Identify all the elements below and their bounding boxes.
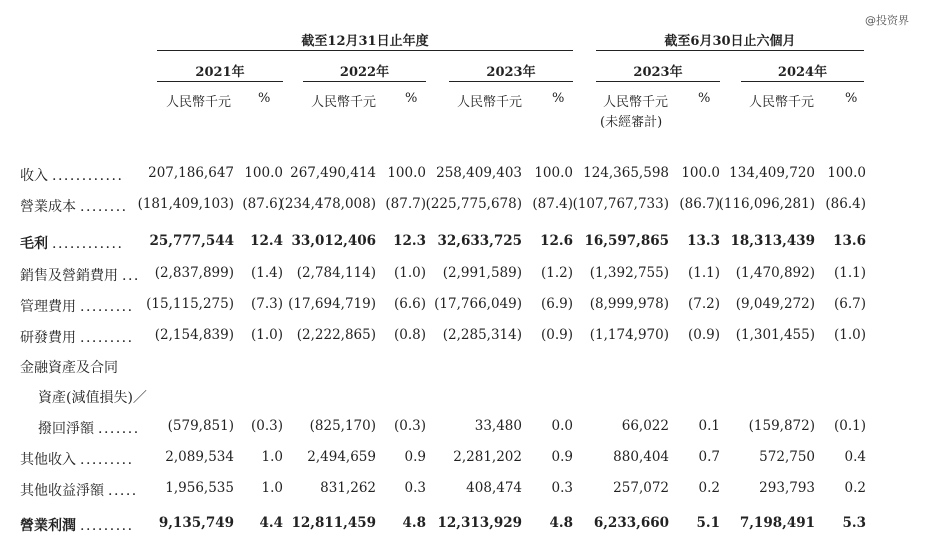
percent-cell: 12.3 — [393, 233, 426, 249]
percent-cell: (86.7) — [679, 196, 720, 212]
percent-cell: (87.7) — [385, 196, 426, 212]
amount-cell: (2,784,114) — [296, 265, 376, 281]
percent-cell: 12.4 — [250, 233, 283, 249]
year-rule-2022 — [303, 81, 426, 82]
row-label: 毛利 ............ — [20, 236, 124, 252]
percent-cell: 0.1 — [698, 418, 720, 434]
percent-cell: (0.9) — [687, 327, 720, 343]
percent-cell: (86.4) — [825, 196, 866, 212]
row-leader-dots: ............ — [52, 236, 124, 252]
row-leader-dots: ............ — [52, 168, 124, 184]
percent-cell: (7.2) — [687, 296, 720, 312]
row-leader-dots: ... — [122, 268, 140, 284]
percent-cell: 0.3 — [404, 480, 426, 496]
year-header-2023: 2023年 — [486, 65, 536, 80]
year-rule-2024-half — [741, 81, 864, 82]
percent-cell: 0.7 — [698, 449, 720, 465]
amount-cell: (8,999,978) — [589, 296, 669, 312]
percent-cell: (87.4) — [532, 196, 573, 212]
year-rule-2021 — [157, 81, 283, 82]
row-leader-dots: ......... — [80, 518, 134, 534]
percent-cell: 4.8 — [549, 515, 573, 531]
amount-cell: 1,956,535 — [165, 480, 234, 496]
amount-cell: 2,494,659 — [307, 449, 376, 465]
amount-cell: 831,262 — [320, 480, 376, 496]
amount-cell: 124,365,598 — [583, 165, 669, 181]
percent-cell: (1.4) — [250, 265, 283, 281]
percent-cell: (1.1) — [687, 265, 720, 281]
percent-cell: 5.1 — [696, 515, 720, 531]
percent-cell: (0.3) — [393, 418, 426, 434]
row-label: 其他收益淨額 ..... — [20, 483, 138, 499]
amount-cell: 408,474 — [466, 480, 522, 496]
amount-cell: 33,480 — [474, 418, 522, 434]
amount-cell: 25,777,544 — [149, 233, 234, 249]
amount-cell: 6,233,660 — [593, 515, 669, 531]
half-header-rule — [596, 50, 864, 51]
amount-cell: 12,811,459 — [291, 515, 376, 531]
amount-cell: 207,186,647 — [148, 165, 234, 181]
amount-cell: (825,170) — [309, 418, 376, 434]
unit-pct-2023-half: % — [698, 91, 711, 106]
amount-cell: 32,633,725 — [437, 233, 522, 249]
row-leader-dots: ......... — [80, 452, 134, 468]
percent-cell: 100.0 — [244, 165, 283, 181]
amount-cell: 134,409,720 — [729, 165, 815, 181]
percent-cell: 0.4 — [844, 449, 866, 465]
percent-cell: (0.8) — [393, 327, 426, 343]
percent-cell: 4.4 — [259, 515, 283, 531]
row-leader-dots: ......... — [80, 299, 134, 315]
amount-cell: (1,301,455) — [735, 327, 815, 343]
percent-cell: 100.0 — [827, 165, 866, 181]
amount-cell: (9,049,272) — [735, 296, 815, 312]
amount-cell: (17,766,049) — [434, 296, 522, 312]
amount-cell: 18,313,439 — [730, 233, 815, 249]
row-leader-dots: ..... — [108, 483, 138, 499]
amount-cell: (17,694,719) — [288, 296, 376, 312]
percent-cell: 13.6 — [833, 233, 866, 249]
amount-cell: 12,313,929 — [437, 515, 522, 531]
unit-pct-2022: % — [405, 91, 418, 106]
unit-rmb-2023-half: 人民幣千元 — [603, 95, 669, 110]
percent-cell: 0.9 — [551, 449, 573, 465]
percent-cell: (0.3) — [250, 418, 283, 434]
amount-cell: 572,750 — [759, 449, 815, 465]
row-label: 研發費用 ......... — [20, 330, 134, 346]
year-header-2023-half: 2023年 — [633, 65, 683, 80]
row-label: 營業利潤 ......... — [20, 518, 134, 534]
percent-cell: (1.0) — [250, 327, 283, 343]
percent-cell: 0.9 — [404, 449, 426, 465]
percent-cell: 100.0 — [534, 165, 573, 181]
amount-cell: (2,222,865) — [296, 327, 376, 343]
annual-period-header: 截至12月31日止年度 — [301, 34, 429, 49]
amount-cell: (2,154,839) — [154, 327, 234, 343]
percent-cell: (0.9) — [540, 327, 573, 343]
percent-cell: (1.1) — [833, 265, 866, 281]
row-label: 銷售及營銷費用 ... — [20, 268, 140, 284]
percent-cell: 0.3 — [551, 480, 573, 496]
unit-pct-2023: % — [552, 91, 565, 106]
half-year-period-header: 截至6月30日止六個月 — [664, 34, 796, 49]
amount-cell: (181,409,103) — [137, 196, 234, 212]
unit-pct-2024-half: % — [845, 91, 858, 106]
percent-cell: (6.7) — [833, 296, 866, 312]
row-label: 撥回淨額 ....... — [38, 421, 140, 437]
amount-cell: 293,793 — [759, 480, 815, 496]
row-leader-dots: ......... — [80, 330, 134, 346]
percent-cell: 100.0 — [681, 165, 720, 181]
percent-cell: (1.0) — [833, 327, 866, 343]
year-header-2021: 2021年 — [195, 65, 245, 80]
amount-cell: 16,597,865 — [584, 233, 669, 249]
year-header-2022: 2022年 — [339, 65, 390, 80]
amount-cell: (107,767,733) — [572, 196, 669, 212]
amount-cell: 66,022 — [621, 418, 669, 434]
percent-cell: 1.0 — [261, 449, 283, 465]
amount-cell: (225,775,678) — [425, 196, 522, 212]
amount-cell: 7,198,491 — [739, 515, 815, 531]
amount-cell: (1,470,892) — [735, 265, 815, 281]
amount-cell: (2,991,589) — [442, 265, 522, 281]
amount-cell: 258,409,403 — [436, 165, 522, 181]
percent-cell: 100.0 — [387, 165, 426, 181]
amount-cell: (1,392,755) — [589, 265, 669, 281]
amount-cell: 33,012,406 — [291, 233, 376, 249]
percent-cell: (87.6) — [242, 196, 283, 212]
amount-cell: (234,478,008) — [279, 196, 376, 212]
percent-cell: (0.1) — [833, 418, 866, 434]
amount-cell: 2,281,202 — [453, 449, 522, 465]
year-rule-2023-half — [596, 81, 720, 82]
row-label: 管理費用 ......... — [20, 299, 134, 315]
percent-cell: 5.3 — [842, 515, 866, 531]
row-label: 營業成本 ........ — [20, 199, 128, 215]
percent-cell: 13.3 — [687, 233, 720, 249]
amount-cell: 2,089,534 — [165, 449, 234, 465]
percent-cell: (1.2) — [540, 265, 573, 281]
amount-cell: (2,837,899) — [154, 265, 234, 281]
amount-cell: (1,174,970) — [589, 327, 669, 343]
percent-cell: (6.6) — [393, 296, 426, 312]
percent-cell: 12.6 — [540, 233, 573, 249]
amount-cell: 9,135,749 — [158, 515, 234, 531]
percent-cell: 4.8 — [402, 515, 426, 531]
row-label: 其他收入 ......... — [20, 452, 134, 468]
percent-cell: (1.0) — [393, 265, 426, 281]
row-leader-dots: ........ — [80, 199, 128, 215]
row-label: 金融資產及合同 — [20, 360, 118, 376]
year-rule-2023 — [449, 81, 573, 82]
percent-cell: (6.9) — [540, 296, 573, 312]
amount-cell: 880,404 — [613, 449, 669, 465]
unit-unaudited: (未經審計) — [600, 115, 663, 130]
annual-header-rule — [157, 50, 573, 51]
percent-cell: 1.0 — [261, 480, 283, 496]
unit-pct-2021: % — [258, 91, 271, 106]
row-label: 收入 ............ — [20, 168, 124, 184]
amount-cell: (159,872) — [748, 418, 815, 434]
amount-cell: 257,072 — [613, 480, 669, 496]
amount-cell: (2,285,314) — [442, 327, 522, 343]
percent-cell: 0.0 — [551, 418, 573, 434]
watermark: @投资界 — [865, 14, 909, 27]
unit-rmb-2021: 人民幣千元 — [166, 95, 232, 110]
year-header-2024-half: 2024年 — [777, 65, 828, 80]
row-label: 資產(減值損失)／ — [38, 390, 147, 406]
percent-cell: (7.3) — [250, 296, 283, 312]
amount-cell: (116,096,281) — [718, 196, 815, 212]
percent-cell: 0.2 — [698, 480, 720, 496]
unit-rmb-2023: 人民幣千元 — [457, 95, 523, 110]
row-leader-dots: ....... — [98, 421, 140, 437]
amount-cell: (15,115,275) — [146, 296, 234, 312]
unit-rmb-2022: 人民幣千元 — [311, 95, 377, 110]
amount-cell: 267,490,414 — [290, 165, 376, 181]
amount-cell: (579,851) — [167, 418, 234, 434]
percent-cell: 0.2 — [844, 480, 866, 496]
unit-rmb-2024-half: 人民幣千元 — [749, 95, 815, 110]
